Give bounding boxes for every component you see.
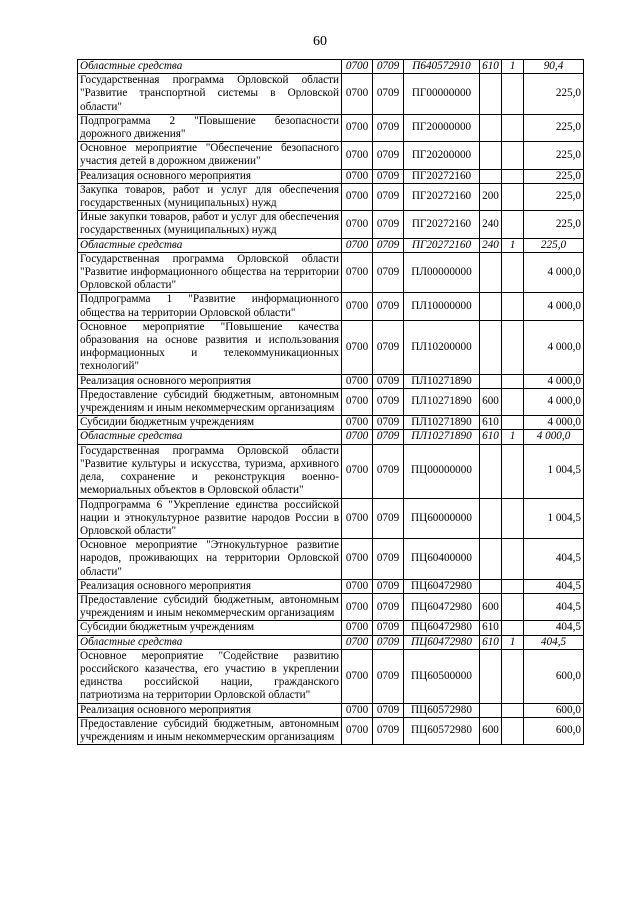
page-number: 60 <box>313 34 327 49</box>
target-article-cell: ПЦ60500000 <box>404 649 480 703</box>
expense-name-cell: Иные закупки товаров, работ и услуг для обеспечения государственных (муниципальных) нужд <box>78 211 342 238</box>
expense-type-cell <box>480 444 502 498</box>
funding-source-cell <box>502 703 524 717</box>
expense-type-cell: 600 <box>480 717 502 744</box>
subsection-code-cell: 0709 <box>373 74 404 115</box>
amount-cell: 4 000,0 <box>524 430 584 444</box>
section-code-cell: 0700 <box>342 703 373 717</box>
subsection-code-cell: 0709 <box>373 703 404 717</box>
amount-cell: 1 004,5 <box>524 498 584 539</box>
table-row <box>78 703 584 717</box>
table-row <box>78 621 584 635</box>
amount-cell: 90,4 <box>524 60 584 74</box>
expense-name-cell: Государственная программа Орловской области "Развитие информационного общества на территории Орловской области" <box>78 252 342 293</box>
expense-type-cell <box>480 539 502 580</box>
table-row <box>78 238 584 252</box>
target-article-cell: ПЛ10271890 <box>404 374 480 388</box>
section-code-cell: 0700 <box>342 593 373 620</box>
expense-name-cell: Подпрограмма 6 "Укрепление единства российской нации и этнокультурное развитие народов России в Орловской области" <box>78 498 342 539</box>
target-article-cell: ПЦ00000000 <box>404 444 480 498</box>
section-code-cell: 0700 <box>342 114 373 141</box>
subsection-code-cell: 0709 <box>373 717 404 744</box>
target-article-cell: ПЦ60472980 <box>404 635 480 649</box>
amount-cell: 4 000,0 <box>524 374 584 388</box>
funding-source-cell <box>502 252 524 293</box>
expense-name-cell: Субсидии бюджетным учреждениям <box>78 416 342 430</box>
amount-cell: 225,0 <box>524 183 584 210</box>
section-code-cell: 0700 <box>342 320 373 374</box>
amount-cell: 404,5 <box>524 635 584 649</box>
target-article-cell: ПГ00000000 <box>404 74 480 115</box>
funding-source-cell <box>502 539 524 580</box>
subsection-code-cell: 0709 <box>373 183 404 210</box>
expense-name-cell: Реализация основного мероприятия <box>78 703 342 717</box>
funding-source-cell <box>502 293 524 320</box>
expense-type-cell: 610 <box>480 621 502 635</box>
section-code-cell: 0700 <box>342 649 373 703</box>
expense-name-cell: Областные средства <box>78 60 342 74</box>
target-article-cell: ПГ20200000 <box>404 142 480 169</box>
funding-source-cell <box>502 717 524 744</box>
section-code-cell: 0700 <box>342 142 373 169</box>
expense-type-cell <box>480 703 502 717</box>
expense-type-cell <box>480 579 502 593</box>
section-code-cell: 0700 <box>342 416 373 430</box>
table-row <box>78 252 584 293</box>
funding-source-cell <box>502 498 524 539</box>
expense-type-cell: 200 <box>480 183 502 210</box>
target-article-cell: ПЦ60472980 <box>404 593 480 620</box>
subsection-code-cell: 0709 <box>373 430 404 444</box>
subsection-code-cell: 0709 <box>373 60 404 74</box>
target-article-cell: ПГ20272160 <box>404 211 480 238</box>
subsection-code-cell: 0709 <box>373 388 404 415</box>
expense-type-cell: 600 <box>480 388 502 415</box>
expense-name-cell: Областные средства <box>78 635 342 649</box>
target-article-cell: ПЛ10271890 <box>404 430 480 444</box>
table-row <box>78 114 584 141</box>
expense-name-cell: Предоставление субсидий бюджетным, автономным учреждениям и иным некоммерческим организациям <box>78 593 342 620</box>
amount-cell: 225,0 <box>524 211 584 238</box>
expense-type-cell: 610 <box>480 60 502 74</box>
table-row <box>78 293 584 320</box>
expense-name-cell: Закупка товаров, работ и услуг для обеспечения государственных (муниципальных) нужд <box>78 183 342 210</box>
section-code-cell: 0700 <box>342 498 373 539</box>
expense-name-cell: Предоставление субсидий бюджетным, автономным учреждениям и иным некоммерческим организациям <box>78 388 342 415</box>
table-row <box>78 416 584 430</box>
amount-cell: 600,0 <box>524 703 584 717</box>
expense-type-cell: 610 <box>480 416 502 430</box>
target-article-cell: ПЛ10271890 <box>404 416 480 430</box>
subsection-code-cell: 0709 <box>373 498 404 539</box>
expense-name-cell: Государственная программа Орловской области "Развитие транспортной системы в Орловской области" <box>78 74 342 115</box>
expense-type-cell <box>480 374 502 388</box>
table-row <box>78 430 584 444</box>
table-row <box>78 74 584 115</box>
table-body <box>78 60 584 745</box>
target-article-cell: ПЦ60572980 <box>404 717 480 744</box>
target-article-cell: ПЦ60472980 <box>404 621 480 635</box>
amount-cell: 4 000,0 <box>524 416 584 430</box>
funding-source-cell <box>502 142 524 169</box>
section-code-cell: 0700 <box>342 374 373 388</box>
target-article-cell: ПГ20272160 <box>404 183 480 210</box>
subsection-code-cell: 0709 <box>373 444 404 498</box>
target-article-cell: ПЛ10271890 <box>404 388 480 415</box>
funding-source-cell: 1 <box>502 60 524 74</box>
target-article-cell: ПЦ60472980 <box>404 579 480 593</box>
expense-name-cell: Областные средства <box>78 238 342 252</box>
table-row <box>78 717 584 744</box>
section-code-cell: 0700 <box>342 444 373 498</box>
amount-cell: 404,5 <box>524 621 584 635</box>
expense-type-cell: 240 <box>480 238 502 252</box>
funding-source-cell <box>502 388 524 415</box>
expense-name-cell: Основное мероприятие "Обеспечение безопасного участия детей в дорожном движении" <box>78 142 342 169</box>
table-row <box>78 539 584 580</box>
funding-source-cell <box>502 416 524 430</box>
expense-type-cell: 610 <box>480 635 502 649</box>
section-code-cell: 0700 <box>342 717 373 744</box>
target-article-cell: П640572910 <box>404 60 480 74</box>
amount-cell: 404,5 <box>524 579 584 593</box>
section-code-cell: 0700 <box>342 293 373 320</box>
section-code-cell: 0700 <box>342 183 373 210</box>
expense-type-cell <box>480 498 502 539</box>
expense-type-cell <box>480 169 502 183</box>
amount-cell: 225,0 <box>524 114 584 141</box>
section-code-cell: 0700 <box>342 60 373 74</box>
table-row <box>78 60 584 74</box>
expense-name-cell: Субсидии бюджетным учреждениям <box>78 621 342 635</box>
expense-type-cell <box>480 293 502 320</box>
subsection-code-cell: 0709 <box>373 142 404 169</box>
table-row <box>78 374 584 388</box>
amount-cell: 225,0 <box>524 74 584 115</box>
funding-source-cell <box>502 374 524 388</box>
section-code-cell: 0700 <box>342 169 373 183</box>
funding-source-cell: 1 <box>502 430 524 444</box>
funding-source-cell: 1 <box>502 635 524 649</box>
budget-table <box>77 59 584 745</box>
section-code-cell: 0700 <box>342 621 373 635</box>
section-code-cell: 0700 <box>342 252 373 293</box>
section-code-cell: 0700 <box>342 579 373 593</box>
subsection-code-cell: 0709 <box>373 539 404 580</box>
expense-name-cell: Предоставление субсидий бюджетным, автономным учреждениям и иным некоммерческим организациям <box>78 717 342 744</box>
table-row <box>78 320 584 374</box>
funding-source-cell <box>502 579 524 593</box>
subsection-code-cell: 0709 <box>373 169 404 183</box>
target-article-cell: ПГ20272160 <box>404 238 480 252</box>
section-code-cell: 0700 <box>342 430 373 444</box>
expense-name-cell: Областные средства <box>78 430 342 444</box>
funding-source-cell <box>502 621 524 635</box>
table-row <box>78 579 584 593</box>
amount-cell: 4 000,0 <box>524 320 584 374</box>
subsection-code-cell: 0709 <box>373 114 404 141</box>
table-row <box>78 211 584 238</box>
subsection-code-cell: 0709 <box>373 374 404 388</box>
table-row <box>78 444 584 498</box>
expense-name-cell: Реализация основного мероприятия <box>78 169 342 183</box>
table-row <box>78 593 584 620</box>
expense-type-cell <box>480 74 502 115</box>
amount-cell: 4 000,0 <box>524 388 584 415</box>
funding-source-cell <box>502 444 524 498</box>
section-code-cell: 0700 <box>342 238 373 252</box>
subsection-code-cell: 0709 <box>373 635 404 649</box>
table-row <box>78 183 584 210</box>
expense-name-cell: Государственная программа Орловской области "Развитие культуры и искусства, туризма, архивного дела, сохранение и реконструкция военно-мемориальных объектов в Орловской области" <box>78 444 342 498</box>
amount-cell: 404,5 <box>524 593 584 620</box>
subsection-code-cell: 0709 <box>373 416 404 430</box>
funding-source-cell <box>502 183 524 210</box>
expense-name-cell: Основное мероприятие "Этнокультурное развитие народов, проживающих на территории Орловской области" <box>78 539 342 580</box>
table-row <box>78 649 584 703</box>
subsection-code-cell: 0709 <box>373 579 404 593</box>
funding-source-cell: 1 <box>502 238 524 252</box>
expense-type-cell <box>480 649 502 703</box>
amount-cell: 225,0 <box>524 142 584 169</box>
funding-source-cell <box>502 649 524 703</box>
section-code-cell: 0700 <box>342 388 373 415</box>
amount-cell: 600,0 <box>524 649 584 703</box>
table-row <box>78 635 584 649</box>
expense-name-cell: Реализация основного мероприятия <box>78 374 342 388</box>
subsection-code-cell: 0709 <box>373 621 404 635</box>
expense-name-cell: Реализация основного мероприятия <box>78 579 342 593</box>
funding-source-cell <box>502 593 524 620</box>
expense-type-cell <box>480 320 502 374</box>
expense-name-cell: Основное мероприятие "Повышение качества образования на основе развития и использования информационных и телекоммуникационных технологий" <box>78 320 342 374</box>
amount-cell: 4 000,0 <box>524 252 584 293</box>
expense-type-cell <box>480 142 502 169</box>
target-article-cell: ПГ20272160 <box>404 169 480 183</box>
amount-cell: 4 000,0 <box>524 293 584 320</box>
target-article-cell: ПГ20000000 <box>404 114 480 141</box>
target-article-cell: ПЛ10000000 <box>404 293 480 320</box>
amount-cell: 225,0 <box>524 238 584 252</box>
table-row <box>78 169 584 183</box>
target-article-cell: ПЛ00000000 <box>404 252 480 293</box>
funding-source-cell <box>502 211 524 238</box>
target-article-cell: ПЦ60000000 <box>404 498 480 539</box>
expense-type-cell: 240 <box>480 211 502 238</box>
expense-name-cell: Основное мероприятие "Содействие развитию российского казачества, его участию в укреплении единства российской нации, гражданского патриотизма на территории Орловской области" <box>78 649 342 703</box>
amount-cell: 1 004,5 <box>524 444 584 498</box>
table-row <box>78 142 584 169</box>
expense-name-cell: Подпрограмма 1 "Развитие информационного общества на территории Орловской области" <box>78 293 342 320</box>
target-article-cell: ПЦ60400000 <box>404 539 480 580</box>
subsection-code-cell: 0709 <box>373 238 404 252</box>
funding-source-cell <box>502 74 524 115</box>
funding-source-cell <box>502 114 524 141</box>
subsection-code-cell: 0709 <box>373 649 404 703</box>
subsection-code-cell: 0709 <box>373 211 404 238</box>
section-code-cell: 0700 <box>342 74 373 115</box>
expense-type-cell: 600 <box>480 593 502 620</box>
funding-source-cell <box>502 169 524 183</box>
funding-source-cell <box>502 320 524 374</box>
amount-cell: 600,0 <box>524 717 584 744</box>
amount-cell: 225,0 <box>524 169 584 183</box>
expense-name-cell: Подпрограмма 2 "Повышение безопасности дорожного движения" <box>78 114 342 141</box>
expense-type-cell: 610 <box>480 430 502 444</box>
table-row <box>78 388 584 415</box>
target-article-cell: ПЛ10200000 <box>404 320 480 374</box>
subsection-code-cell: 0709 <box>373 293 404 320</box>
table-row <box>78 498 584 539</box>
section-code-cell: 0700 <box>342 211 373 238</box>
amount-cell: 404,5 <box>524 539 584 580</box>
section-code-cell: 0700 <box>342 539 373 580</box>
expense-type-cell <box>480 252 502 293</box>
expense-type-cell <box>480 114 502 141</box>
subsection-code-cell: 0709 <box>373 252 404 293</box>
target-article-cell: ПЦ60572980 <box>404 703 480 717</box>
subsection-code-cell: 0709 <box>373 320 404 374</box>
subsection-code-cell: 0709 <box>373 593 404 620</box>
section-code-cell: 0700 <box>342 635 373 649</box>
